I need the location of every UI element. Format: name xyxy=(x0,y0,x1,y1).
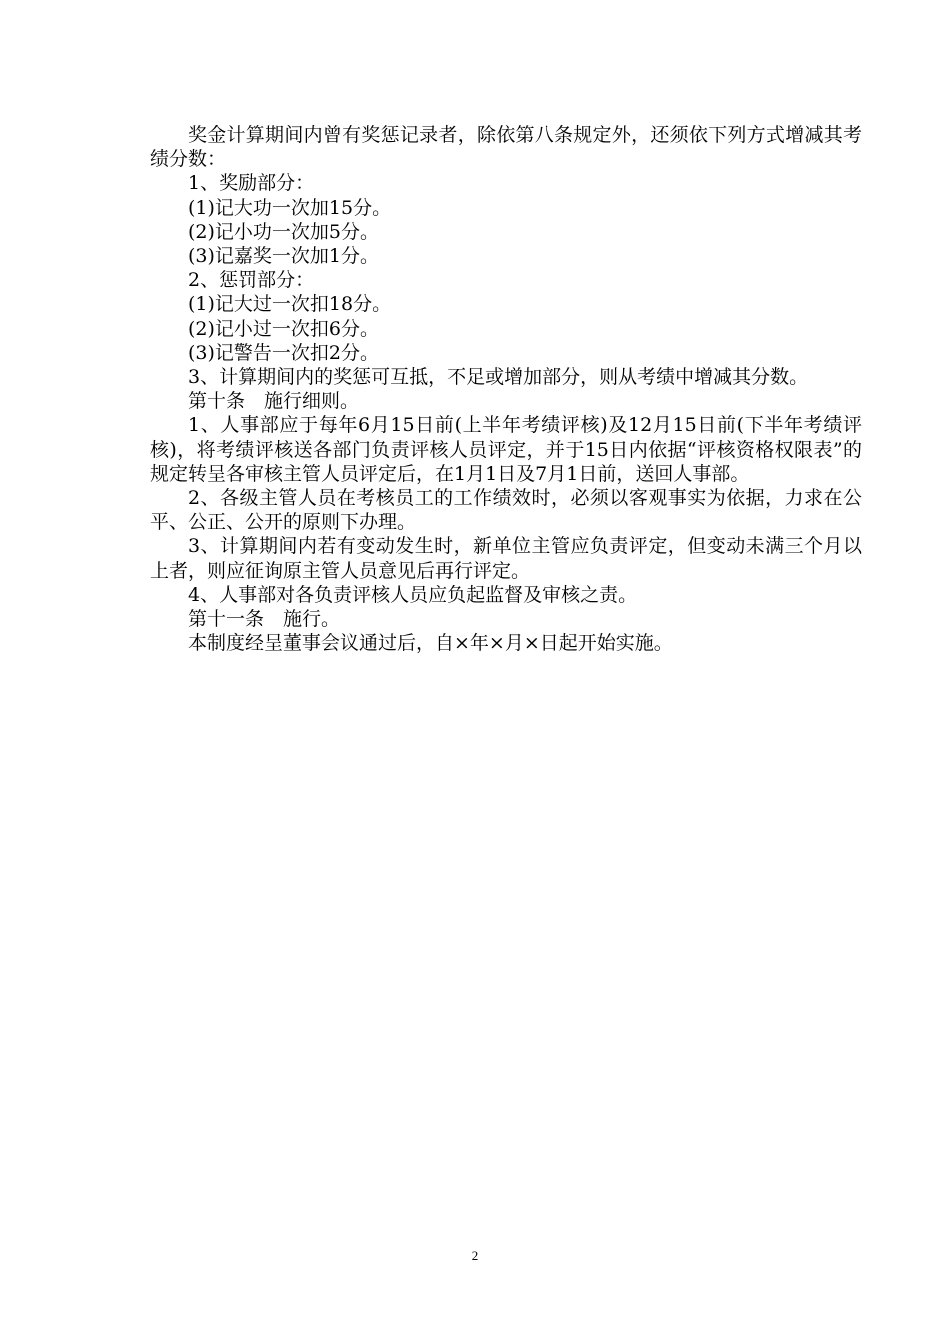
paragraph-penalty-heading: 2、惩罚部分： xyxy=(188,269,315,292)
paragraph-reward-item-3: (3)记嘉奖一次加1分。 xyxy=(188,245,380,268)
paragraph-penalty-item-2: (2)记小过一次扣6分。 xyxy=(188,317,380,340)
paragraph-reward-heading: 1、奖励部分： xyxy=(188,172,315,195)
paragraph-offset-rule: 3、计算期间内的奖惩可互抵，不足或增加部分，则从考绩中增减其分数。 xyxy=(188,366,809,389)
paragraph-reward-item-2: (2)记小功一次加5分。 xyxy=(188,220,380,243)
article-eleven-text: 本制度经呈董事会议通过后，自×年×月×日起开始实施。 xyxy=(188,632,673,655)
article-eleven-heading: 第十一条 施行。 xyxy=(188,608,341,631)
article-ten-heading: 第十条 施行细则。 xyxy=(188,390,360,413)
article-ten-item-4: 4、人事部对各负责评核人员应负起监督及审核之责。 xyxy=(188,583,638,606)
article-ten-item-1: 1、人事部应于每年6月15日前(上半年考绩评核)及12月15日前(下半年考绩评核)，将考绩评核送各部门负责评核人员评定，并于15日内依据“评核资格权限表”的规定转呈各审核主管人员评定后，在1月1日及7月1日前，送回人事部。 xyxy=(150,414,862,485)
document-body xyxy=(150,123,862,655)
page-number: 2 xyxy=(471,1248,479,1263)
article-ten-item-3: 3、计算期间内若有变动发生时，新单位主管应负责评定，但变动未满三个月以上者，则应征询原主管人员意见后再行评定。 xyxy=(150,535,862,582)
paragraph-intro: 奖金计算期间内曾有奖惩记录者，除依第八条规定外，还须依下列方式增减其考绩分数： xyxy=(150,124,862,171)
paragraph-penalty-item-1: (1)记大过一次扣18分。 xyxy=(188,293,392,316)
paragraph-reward-item-1: (1)记大功一次加15分。 xyxy=(188,196,392,219)
paragraph-penalty-item-3: (3)记警告一次扣2分。 xyxy=(188,341,380,364)
article-ten-item-2: 2、各级主管人员在考核员工的工作绩效时，必须以客观事实为依据，力求在公平、公正、公开的原则下办理。 xyxy=(150,487,862,534)
